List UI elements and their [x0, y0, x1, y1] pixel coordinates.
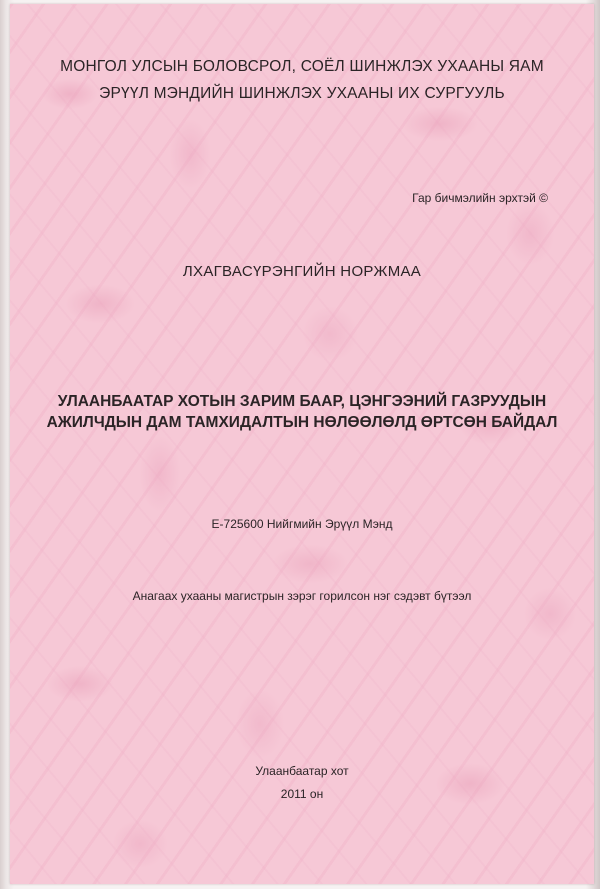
university-heading: ЭРҮҮЛ МЭНДИЙН ШИНЖЛЭХ УХААНЫ ИХ СУРГУУЛЬ — [99, 85, 505, 102]
author-name: ЛХАГВАСҮРЭНГИЙН НОРЖМАА — [182, 263, 422, 280]
ministry-heading: МОНГОЛ УЛСЫН БОЛОВСРОЛ, СОЁЛ ШИНЖЛЭХ УХААНЫ ЯАМ — [60, 58, 544, 75]
degree-note: Анагаах ухааны магистрын зэрэг горилсон нэг сэдэвт бүтээл — [132, 589, 472, 603]
thesis-cover — [10, 4, 594, 884]
thesis-title-line-2: АЖИЛЧДЫН ДАМ ТАМХИДАЛТЫН НӨЛӨӨЛӨЛД ӨРТСӨН БАЙДАЛ — [46, 414, 558, 431]
specialty-code: Е-725600 Нийгмийн Эрүүл Мэнд — [211, 517, 393, 531]
city: Улаанбаатар хот — [255, 764, 349, 778]
year: 2011 он — [280, 787, 324, 801]
rights-notice: Гар бичмэлийн эрхтэй © — [412, 191, 548, 205]
thesis-title-line-1: УЛААНБААТАР ХОТЫН ЗАРИМ БААР, ЦЭНГЭЭНИЙ ГАЗРУУДЫН — [57, 393, 547, 410]
